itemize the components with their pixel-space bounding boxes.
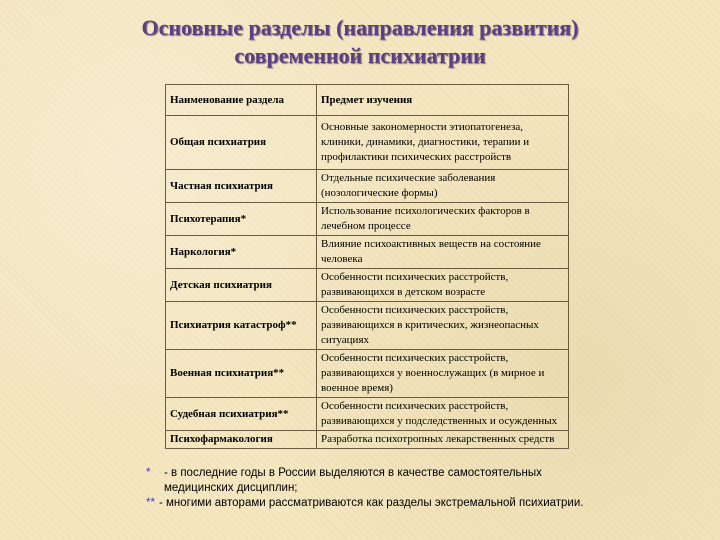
table-row	[166, 431, 569, 449]
header-section-name: Наименование раздела	[166, 85, 317, 116]
subject-cell: Использование психологических факторов в лечебном процессе	[317, 203, 569, 236]
sections-table	[165, 84, 569, 449]
subject-cell: Особенности психических расстройств, развивающихся в критических, жизнеопасных ситуациях	[317, 302, 569, 350]
footnote-marker: *	[146, 467, 151, 479]
subject-cell: Особенности психических расстройств, развивающихся у подследственных и осужденных	[317, 398, 569, 431]
table-row	[166, 116, 569, 170]
section-name-cell: Судебная психиатрия**	[166, 398, 317, 431]
subject-cell: Основные закономерности этиопатогенеза, клиники, динамики, диагностики, терапии и профилактики психических расстройств	[317, 116, 569, 170]
section-name-cell: Общая психиатрия	[166, 116, 317, 170]
footnote-marker: **	[146, 497, 155, 509]
table-row	[166, 398, 569, 431]
slide-title-line-1: Основные разделы (направления развития)	[141, 15, 579, 40]
table-row	[166, 302, 569, 350]
section-name-cell: Детская психиатрия	[166, 269, 317, 302]
section-name-cell: Психиатрия катастроф**	[166, 302, 317, 350]
subject-cell: Разработка психотропных лекарственных средств	[317, 431, 569, 449]
subject-cell: Отдельные психические заболевания (нозологические формы)	[317, 170, 569, 203]
subject-cell: Особенности психических расстройств, развивающихся у военнослужащих (в мирное и военное время)	[317, 350, 569, 398]
table-row	[166, 269, 569, 302]
table-row	[166, 203, 569, 236]
slide-title	[0, 14, 720, 70]
section-name-cell: Психофармакология	[166, 431, 317, 449]
section-name-cell: Наркология*	[166, 236, 317, 269]
table-row	[166, 350, 569, 398]
subject-cell: Особенности психических расстройств, развивающихся в детском возрасте	[317, 269, 569, 302]
table-row	[166, 170, 569, 203]
slide-title-line-2: современной психиатрии	[234, 43, 486, 68]
footnote-single-asterisk	[146, 466, 606, 496]
footnote-double-asterisk	[146, 496, 606, 511]
footnote-text: - в последние годы в России выделяются в качестве самостоятельных медицинских дисциплин;	[164, 467, 542, 494]
section-name-cell: Военная психиатрия**	[166, 350, 317, 398]
table-header-row	[166, 85, 569, 116]
footnotes	[146, 466, 606, 511]
section-name-cell: Частная психиатрия	[166, 170, 317, 203]
header-subject: Предмет изучения	[317, 85, 569, 116]
table-row	[166, 236, 569, 269]
subject-cell: Влияние психоактивных веществ на состояние человека	[317, 236, 569, 269]
section-name-cell: Психотерапия*	[166, 203, 317, 236]
footnote-text: - многими авторами рассматриваются как разделы экстремальной психиатрии.	[158, 497, 584, 509]
